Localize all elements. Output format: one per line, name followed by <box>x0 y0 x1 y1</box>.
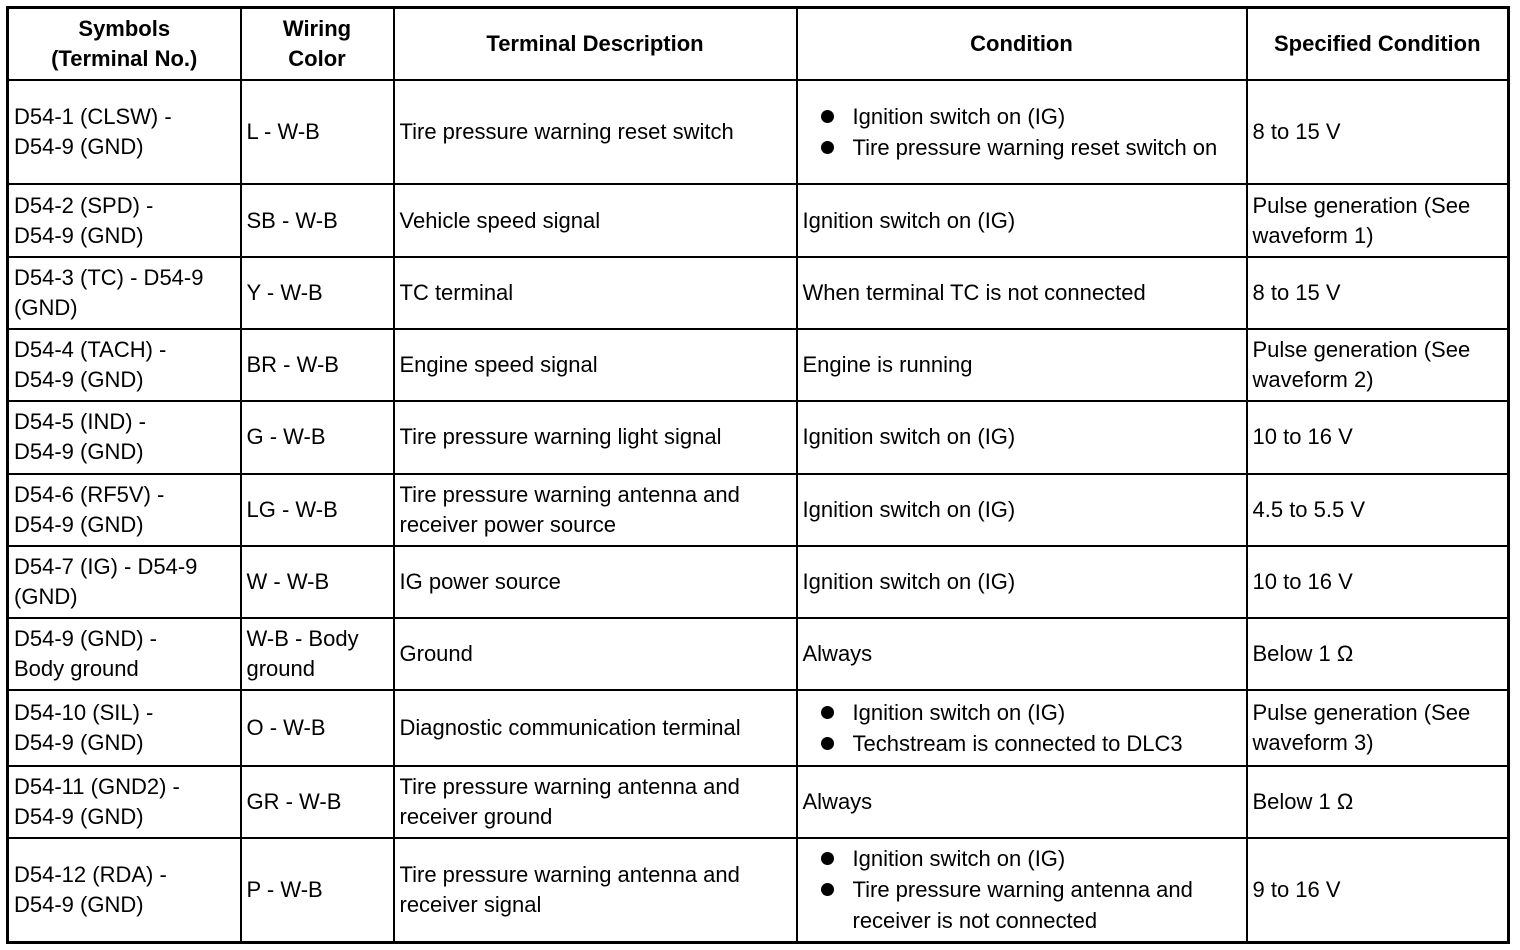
bullet-icon <box>821 852 834 865</box>
cell-symbols: D54-4 (TACH) - D54-9 (GND) <box>8 329 241 401</box>
header-symbols: Symbols (Terminal No.) <box>8 8 241 81</box>
cell-specified: 8 to 15 V <box>1247 80 1509 184</box>
condition-text: Ignition switch on (IG) <box>852 846 1066 872</box>
header-row <box>8 8 1509 81</box>
cell-description: Tire pressure warning reset switch <box>394 80 797 184</box>
cell-wiring: Y - W-B <box>241 257 394 329</box>
condition-text: Techstream is connected to DLC3 <box>852 731 1183 757</box>
condition-item <box>803 874 1241 936</box>
cell-wiring: P - W-B <box>241 838 394 943</box>
condition-item <box>803 728 1241 759</box>
cell-specified: 10 to 16 V <box>1247 546 1509 618</box>
cell-wiring: L - W-B <box>241 80 394 184</box>
condition-list <box>803 101 1241 163</box>
cell-description: Vehicle speed signal <box>394 184 797 256</box>
cell-symbols: D54-10 (SIL) - D54-9 (GND) <box>8 690 241 765</box>
cell-condition: Ignition switch on (IG) <box>797 546 1247 618</box>
header-condition: Condition <box>797 8 1247 81</box>
bullet-icon <box>821 706 834 719</box>
condition-text: Tire pressure warning antenna and receiver is not connected <box>852 877 1193 934</box>
cell-wiring: BR - W-B <box>241 329 394 401</box>
table-row <box>8 184 1509 256</box>
cell-condition: Ignition switch on (IG) <box>797 474 1247 546</box>
cell-symbols: D54-2 (SPD) - D54-9 (GND) <box>8 184 241 256</box>
cell-condition: Engine is running <box>797 329 1247 401</box>
cell-description: Tire pressure warning antenna and receiver signal <box>394 838 797 943</box>
cell-description: IG power source <box>394 546 797 618</box>
cell-condition: Always <box>797 618 1247 690</box>
terminal-table <box>6 6 1510 944</box>
bullet-icon <box>821 883 834 896</box>
header-wiring-color: Wiring Color <box>241 8 394 81</box>
cell-condition: Ignition switch on (IG) <box>797 184 1247 256</box>
header-specified-condition: Specified Condition <box>1247 8 1509 81</box>
bullet-icon <box>821 141 834 154</box>
cell-wiring: LG - W-B <box>241 474 394 546</box>
cell-wiring: G - W-B <box>241 401 394 473</box>
cell-specified: Below 1 Ω <box>1247 618 1509 690</box>
cell-description: Engine speed signal <box>394 329 797 401</box>
table-row <box>8 329 1509 401</box>
cell-description: Tire pressure warning light signal <box>394 401 797 473</box>
condition-item <box>803 132 1241 163</box>
cell-specified: Pulse generation (See waveform 1) <box>1247 184 1509 256</box>
cell-specified: Pulse generation (See waveform 2) <box>1247 329 1509 401</box>
cell-description: Diagnostic communication terminal <box>394 690 797 765</box>
condition-list <box>803 697 1241 759</box>
cell-description: Tire pressure warning antenna and receiver ground <box>394 766 797 838</box>
cell-symbols: D54-9 (GND) - Body ground <box>8 618 241 690</box>
cell-wiring: W - W-B <box>241 546 394 618</box>
cell-symbols: D54-7 (IG) - D54-9 (GND) <box>8 546 241 618</box>
condition-list <box>803 843 1241 936</box>
cell-condition: Always <box>797 766 1247 838</box>
cell-symbols: D54-11 (GND2) - D54-9 (GND) <box>8 766 241 838</box>
cell-condition <box>797 80 1247 184</box>
cell-symbols: D54-1 (CLSW) - D54-9 (GND) <box>8 80 241 184</box>
condition-text: Tire pressure warning reset switch on <box>852 135 1218 161</box>
table-row <box>8 474 1509 546</box>
bullet-icon <box>821 110 834 123</box>
table-row <box>8 257 1509 329</box>
cell-wiring: SB - W-B <box>241 184 394 256</box>
cell-description: TC terminal <box>394 257 797 329</box>
cell-condition: Ignition switch on (IG) <box>797 401 1247 473</box>
cell-description: Ground <box>394 618 797 690</box>
table-row <box>8 401 1509 473</box>
cell-symbols: D54-3 (TC) - D54-9 (GND) <box>8 257 241 329</box>
bullet-icon <box>821 737 834 750</box>
cell-specified: 9 to 16 V <box>1247 838 1509 943</box>
cell-specified: Pulse generation (See waveform 3) <box>1247 690 1509 765</box>
cell-condition <box>797 690 1247 765</box>
cell-wiring: GR - W-B <box>241 766 394 838</box>
cell-specified: 8 to 15 V <box>1247 257 1509 329</box>
condition-item <box>803 843 1241 874</box>
cell-description: Tire pressure warning antenna and receiver power source <box>394 474 797 546</box>
condition-item <box>803 697 1241 728</box>
cell-specified: 10 to 16 V <box>1247 401 1509 473</box>
table-row <box>8 690 1509 765</box>
condition-item <box>803 101 1241 132</box>
cell-wiring: W-B - Body ground <box>241 618 394 690</box>
table-row <box>8 546 1509 618</box>
condition-text: Ignition switch on (IG) <box>852 104 1066 130</box>
table-row <box>8 838 1509 943</box>
cell-condition <box>797 838 1247 943</box>
cell-specified: 4.5 to 5.5 V <box>1247 474 1509 546</box>
cell-condition: When terminal TC is not connected <box>797 257 1247 329</box>
cell-specified: Below 1 Ω <box>1247 766 1509 838</box>
cell-symbols: D54-6 (RF5V) - D54-9 (GND) <box>8 474 241 546</box>
cell-symbols: D54-5 (IND) - D54-9 (GND) <box>8 401 241 473</box>
table-row <box>8 766 1509 838</box>
cell-symbols: D54-12 (RDA) - D54-9 (GND) <box>8 838 241 943</box>
table-row <box>8 618 1509 690</box>
header-terminal-description: Terminal Description <box>394 8 797 81</box>
cell-wiring: O - W-B <box>241 690 394 765</box>
table-row <box>8 80 1509 184</box>
condition-text: Ignition switch on (IG) <box>852 700 1066 726</box>
